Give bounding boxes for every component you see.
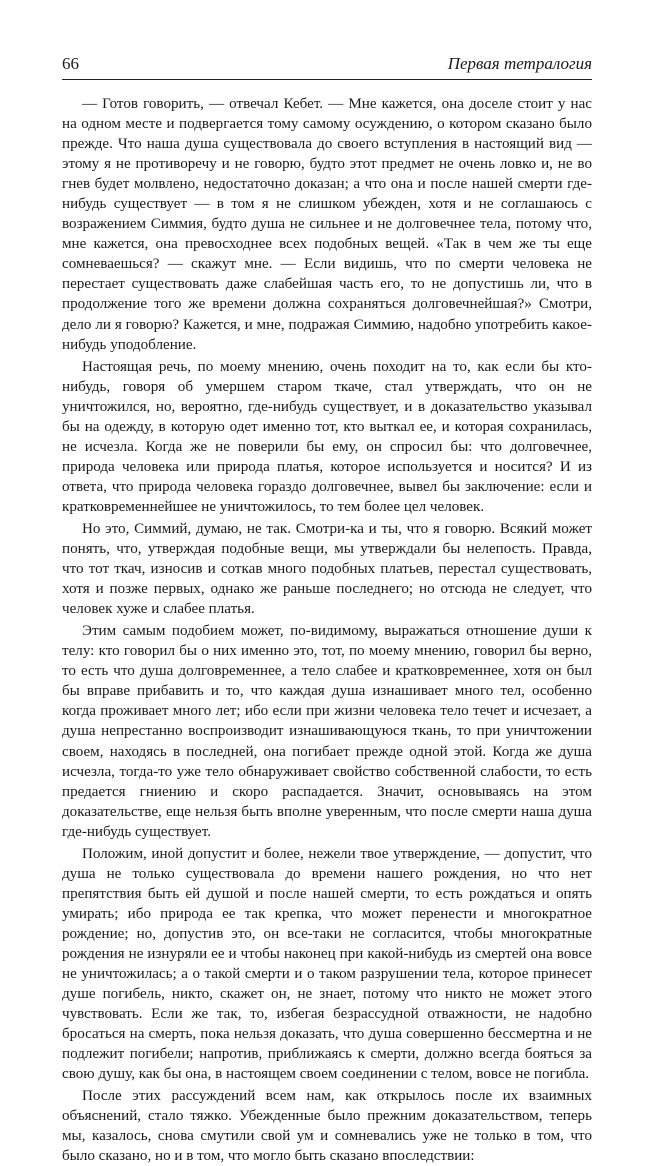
paragraph-5: Положим, иной допустит и более, нежели твое утверждение, — допустит, что душа не только существовала до времени нашего рождения, но что нет препятствия быть ей душой и после нашей смерти, то есть рождаться и опять умирать; ибо природа ее так крепка, что может перенести и многократное рождение; но, допустив это, он все-таки не согласится, чтобы многократные рождения не изнуряли ее и чтобы наконец при какой-нибудь из смертей она вовсе не уничтожилась; а о такой смерти и о таком разрушении тела, которое принесет душе погибель, никто, скажет он, не знает, потому что никто не может этого чувствовать. Если же так, то, избегая безрассудной отважности, не надобно бросаться на смерть, пока нельзя доказать, что душа совершенно бессмертна и не подлежит погибели; напротив, приближаясь к смерти, должно всегда бояться за свою душу, как бы она, в настоящем своем соединении с телом, вовсе не погибла. — [62, 845, 592, 1083]
body-text — [62, 94, 592, 1166]
paragraph-3: Но это, Симмий, думаю, не так. Смотри-ка и ты, что я говорю. Всякий может понять, что, утверждая подобные вещи, мы утверждали бы нелепость. Правда, что тот ткач, износив и соткав много подобных платьев, перестал существовать, хотя и позже первых, однако же раньше последнего; но отсюда не следует, что человек хуже и слабее платья. — [62, 520, 592, 618]
paragraph-1: — Готов говорить, — отвечал Кебет. — Мне кажется, она доселе стоит у нас на одном месте и подвергается тому самому осуждению, о котором сказано было прежде. Что наша душа существовала до своего вступления в настоящий вид — этому я не противоречу и не говорю, будто этот предмет не очень ловко и, не во гнев будет молвлено, недостаточно доказан; а что она и после нашей смерти где-нибудь существует — в том я не слишком убежден, хотя и не соглашаюсь с возражением Симмия, будто душа не сильнее и не долговечнее тела, потому что, мне кажется, она превосходнее всех подобных вещей. «Так в чем же ты еще сомневаешься? — скажут мне. — Если видишь, что по смерти человека не перестает существовать даже слабейшая часть его, то не допустишь ли, что в продолжение того же времени должна сохраняться долговечнейшая?» Смотри, дело ли я говорю? Кажется, и мне, подражая Симмию, надобно употребить какое-нибудь уподобление. — [62, 96, 592, 353]
paragraph-6: После этих рассуждений всем нам, как открылось после их взаимных объяснений, стало тяжко. Убежденные было прежним доказательством, теперь мы, казалось, снова смутили свой ум и сомневались уже не только в том, что было сказано, но и в том, что могло быть сказано впоследствии: — [62, 1088, 592, 1165]
book-page — [62, 52, 592, 1166]
paragraph-4: Этим самым подобием может, по-видимому, выражаться отношение души к телу: кто говорил бы о них именно это, тот, по моему мнению, говорил бы верно, то есть что душа долговременнее, а тело слабее и кратковременнее, хотя он был бы вправе прибавить и то, что каждая душа изнашивает много тел, особенно когда проживает много лет; ибо если при жизни человека тело течет и исчезает, а душа непрестанно воспроизводит изнашивающуюся ткань, то при уничтожении своем, находясь в последней, она погибает прежде одной этой. Когда же душа исчезла, тогда-то уже тело обнаруживает свойство собственной слабости, то есть предается гниению и скоро распадается. Значит, основываясь на этом доказательстве, еще нельзя быть вполне уверенным, что после смерти наша душа где-нибудь существует. — [62, 623, 592, 840]
running-head — [62, 52, 592, 76]
paragraph-2: Настоящая речь, по моему мнению, очень походит на то, как если бы кто-нибудь, говоря об умершем старом ткаче, стал утверждать, что он не уничтожился, но, вероятно, где-нибудь существует, и в доказательство указывал бы на одежду, в которую одет именно тот, кто выткал ее, и которая сохранилась, не исчезла. Когда же не поверили бы ему, он спросил бы: что долговечнее, природа человека или природа платья, которое используется и носится? И из ответа, что природа человека гораздо долговечнее, вывел бы заключение: если и кратковременнейшее не уничтожилось, то тем более цел человек. — [62, 358, 592, 515]
page-number: 66 — [62, 54, 79, 73]
header-rule — [62, 79, 592, 80]
running-title: Первая тетралогия — [447, 54, 592, 73]
